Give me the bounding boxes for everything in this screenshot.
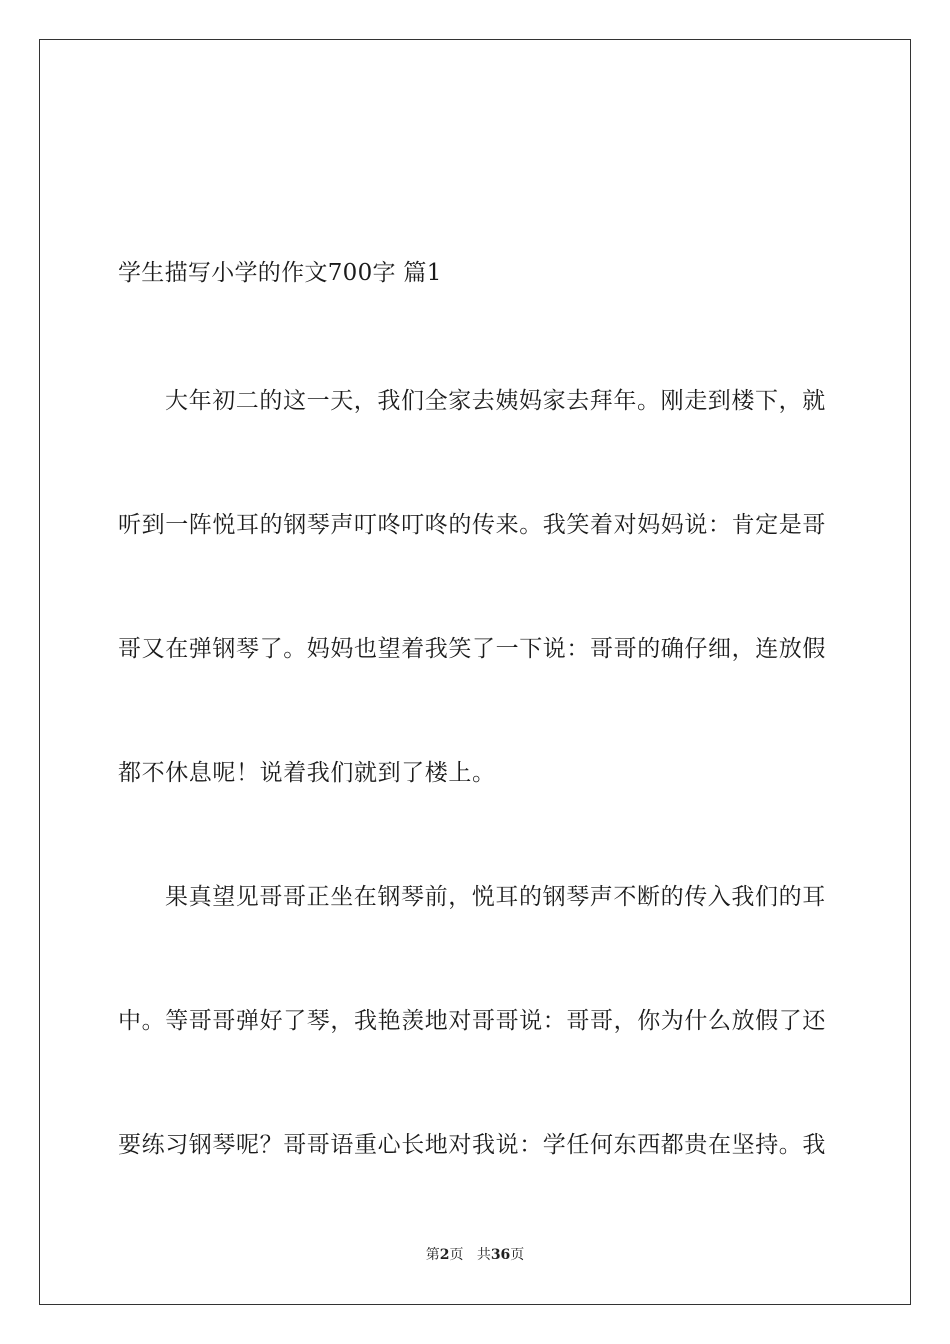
page-prefix: 第 <box>425 1247 440 1263</box>
total-suffix: 页 <box>510 1247 525 1263</box>
paragraph-1-line-3: 哥又在弹钢琴了。妈妈也望着我笑了一下说：哥哥的确仔细，连放假 <box>118 636 826 662</box>
paragraph-1-line-2: 听到一阵悦耳的钢琴声叮咚叮咚的传来。我笑着对妈妈说：肯定是哥 <box>118 512 826 538</box>
paragraph-1-line-4: 都不休息呢！说着我们就到了楼上。 <box>118 760 496 786</box>
total-prefix: 共 <box>476 1247 491 1263</box>
page-suffix: 页 <box>449 1247 464 1263</box>
total-page-count: 36 <box>490 1247 511 1263</box>
current-page-number: 2 <box>439 1247 450 1263</box>
paragraph-1-line-1: 大年初二的这一天，我们全家去姨妈家去拜年。刚走到楼下，就 <box>165 388 826 414</box>
page-border <box>39 39 911 1305</box>
essay-title: 学生描写小学的作文700字 篇1 <box>118 260 442 286</box>
page-footer <box>0 1245 950 1265</box>
paragraph-2-line-3: 要练习钢琴呢？哥哥语重心长地对我说：学任何东西都贵在坚持。我 <box>118 1132 826 1158</box>
paragraph-2-line-1: 果真望见哥哥正坐在钢琴前，悦耳的钢琴声不断的传入我们的耳 <box>165 884 826 910</box>
paragraph-2-line-2: 中。等哥哥弹好了琴，我艳羡地对哥哥说：哥哥，你为什么放假了还 <box>118 1008 826 1034</box>
